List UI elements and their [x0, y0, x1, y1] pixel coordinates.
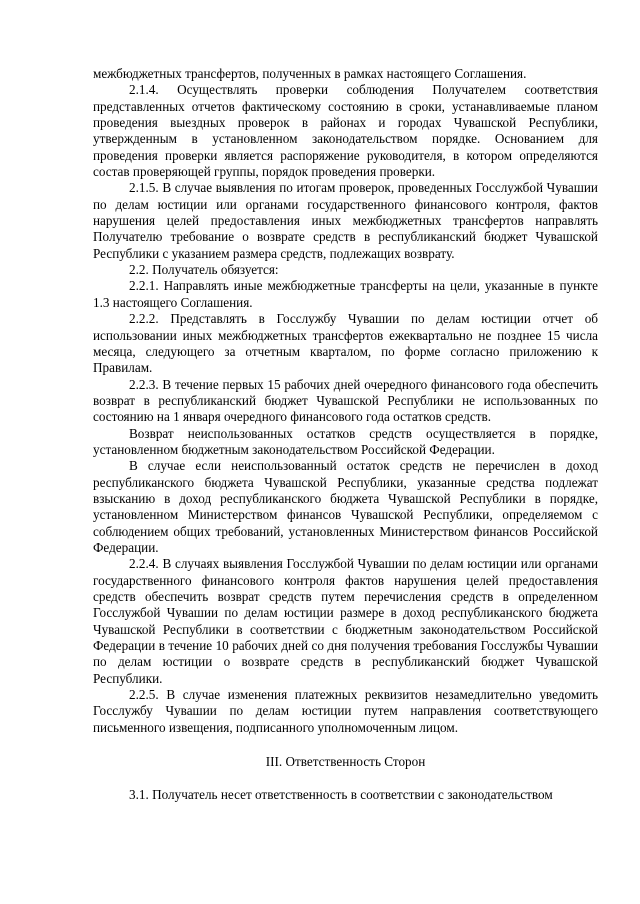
paragraph-2-2-1: 2.2.1. Направлять иные межбюджетные трансферты на цели, указанные в пункте 1.3 настоящего Соглашения.	[93, 278, 598, 310]
paragraph-2-2-4: 2.2.4. В случаях выявления Госслужбой Чувашии по делам юстиции или органами государственного финансового контроля фактов нарушения целей предоставления средств обеспечить возврат средств путем перечисления средств в определенном Госслужбой Чувашии по делам юстиции размере в доход республиканского бюджета Чувашской Республики в соответствии с бюджетным законодательством Российской Федерации в течение 10 рабочих дней со дня получения требования Госслужбы Чувашии по делам юстиции о возврате средств в республиканский бюджет Чувашской Республики.	[93, 556, 598, 686]
section-heading: III. Ответственность Сторон	[265, 754, 426, 770]
paragraph-return-procedure: Возврат неиспользованных остатков средств осуществляется в порядке, установленном бюджетным законодательством Российской Федерации.	[93, 425, 598, 457]
paragraph-unreturned-balance: В случае если неиспользованный остаток средств не перечислен в доход республиканского бюджета Чувашской Республики, указанные средства подлежат взысканию в доход республиканского бюджета Чувашской Республики в порядке, установленном Министерством финансов Чувашской Республики, определяемом с соблюдением общих требований, установленных Министерством финансов Российской Федерации.	[93, 458, 598, 555]
paragraph-2-2: 2.2. Получатель обязуется:	[129, 262, 279, 278]
paragraph-2-2-3: 2.2.3. В течение первых 15 рабочих дней очередного финансового года обеспечить возврат в республиканский бюджет Чувашской Республики не использованных по состоянию на 1 января очередного финансового года остатков средств.	[93, 376, 598, 425]
paragraph-2-2-5: 2.2.5. В случае изменения платежных реквизитов незамедлительно уведомить Госслужбу Чувашии по делам юстиции путем направления соответствующего письменного извещения, подписанного уполномоченным лицом.	[93, 687, 598, 735]
document-page	[93, 66, 598, 804]
paragraph-2-1-5: 2.1.5. В случае выявления по итогам проверок, проведенных Госслужбой Чувашии по делам юстиции или органами государственного финансового контроля, фактов нарушения целей предоставления иных межбюджетных трансфертов направлять Получателю требование о возврате средств в республиканский бюджет Чувашской Республики с указанием размера средств, подлежащих возврату.	[93, 180, 598, 261]
paragraph-3-1: 3.1. Получатель несет ответственность в соответствии с законодательством	[129, 787, 553, 803]
paragraph-2-1-4: 2.1.4. Осуществлять проверки соблюдения Получателем соответствия представленных отчетов фактическому состоянию в сроки, устанавливаемые планом проведения выездных проверок в районах и городах Чувашской Республики, утвержденным в установленном законодательством порядке. Основанием для проведения проверки является распоряжение руководителя, в котором определяются состав проверяющей группы, порядок проведения проверки.	[93, 82, 598, 180]
paragraph-continuation: межбюджетных трансфертов, полученных в рамках настоящего Соглашения.	[93, 66, 527, 81]
paragraph-2-2-2: 2.2.2. Представлять в Госслужбу Чувашии по делам юстиции отчет об использовании иных межбюджетных трансфертов ежеквартально не позднее 15 числа месяца, следующего за отчетным кварталом, по форме согласно приложению к Правилам.	[93, 311, 598, 376]
